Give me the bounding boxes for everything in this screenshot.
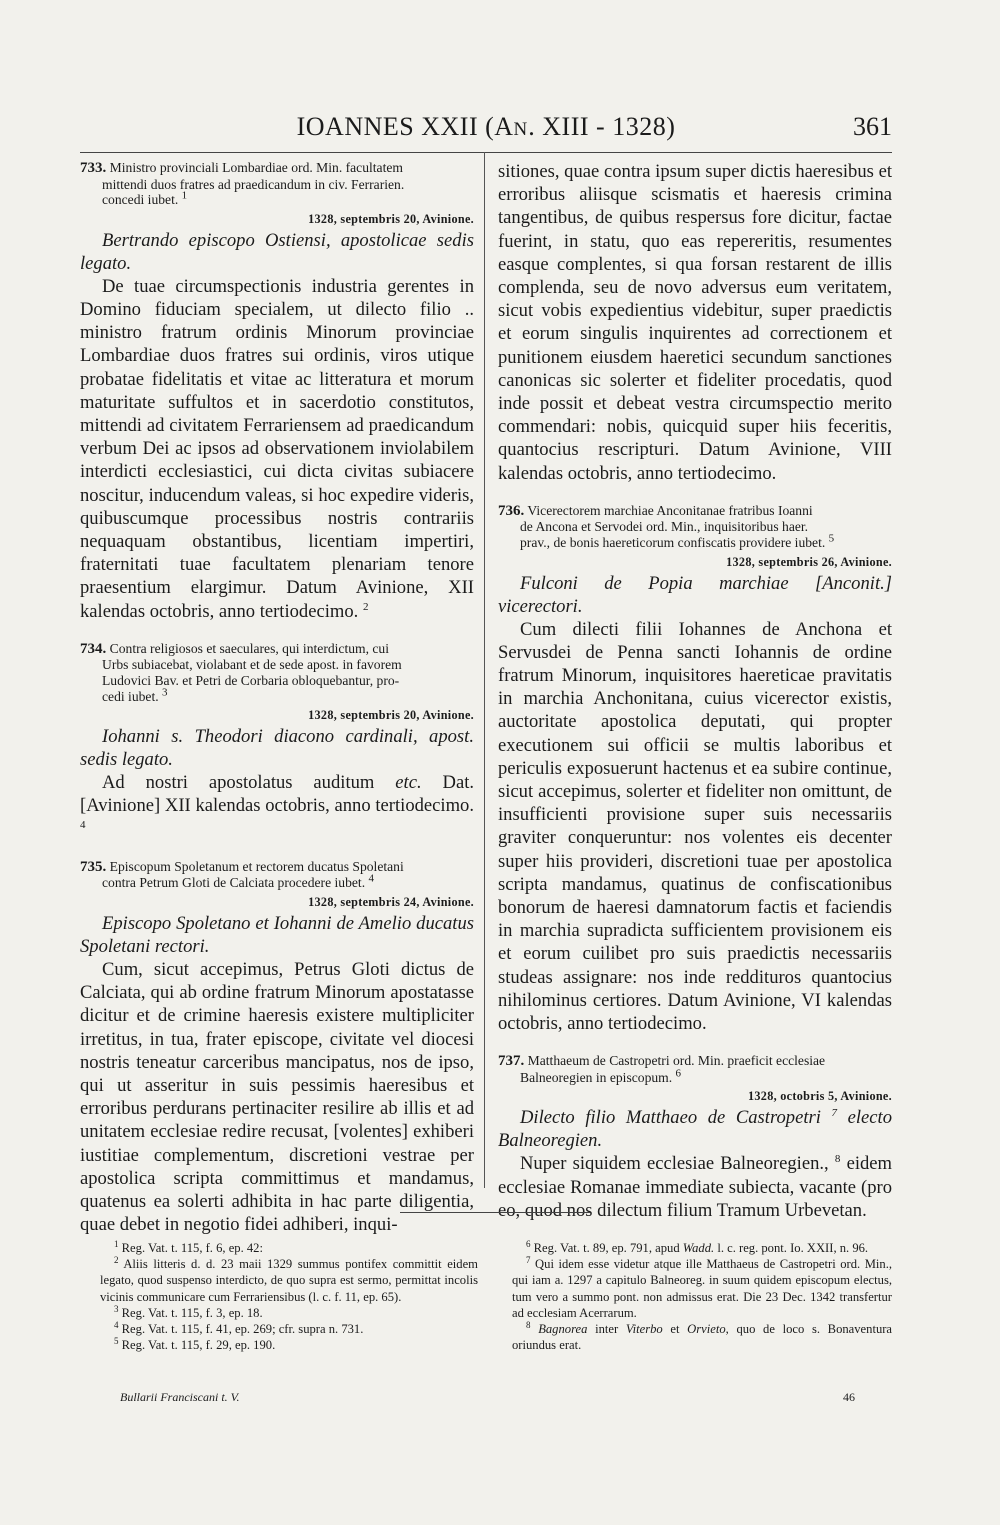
page-number: 361 — [853, 112, 892, 141]
footnote-rule — [400, 1212, 590, 1213]
entry-736-summary: 736. Vicerectorem marchiae Anconitanae fratribus Ioanni de Ancona et Servodei ord. Min., inquisitoribus haer. prav., de bonis haereticorum confiscatis providere iubet. $^5$ — [498, 502, 835, 551]
entry-734-date: 1328, septembris 20, Avinione. — [308, 708, 474, 723]
footnote: $^2$ Aliis litteris d. d. 23 maii 1329 summus pontifex committit eidem legato, quod suspenso interdicto, de quo supra est sermo, permittat incolis vicinis communicare cum Ferrariensibus (l. c. f. 11, ep. 65). — [100, 1255, 478, 1304]
entry-734-text: Ad nostri apostolatus auditum etc. Dat. [Avinione] XII kalendas octobris, anno tertiodecimo. $^4$ — [80, 772, 475, 831]
entry-735-date: 1328, septembris 24, Avinione. — [308, 895, 474, 909]
entry-734-summary: 734. Contra religiosos et saeculares, qui interdictum, cui Urbs subiacebat, violabant et de sede apost. in favorem Ludovici Bav. et Petri de Corbaria obloquebantur, pro- cedi iubet. $^3$ — [80, 640, 402, 704]
entry-735-summary: 735. Episcopum Spoletanum et rectorem ducatus Spoletani contra Petrum Gloti de Calciata procedere iubet. $^4$ — [80, 858, 404, 891]
left-column — [80, 160, 474, 1236]
entry-number: 735. — [80, 858, 107, 875]
entry-737-addressee: Dilecto filio Matthaeo de Castropetri $^7$ electo Balneoregien. — [498, 1107, 892, 1152]
footnote: $^7$ Qui idem esse videtur atque ille Matthaeus de Castropetri ord. Min., qui iam a. 1297 a capitulo Balneoreg. in suum quidem episcopum electus, tum vero a summo pont. non admissus erat. Die 23 Dec. 1342 transfertur ad ecclesiam Acerrarum. — [512, 1255, 892, 1320]
footnote: $^8$ Bagnorea inter Viterbo et Orvieto, quo de loco s. Bonaventura oriundus erat. — [512, 1319, 893, 1353]
signature-number: 46 — [843, 1390, 855, 1404]
entry-737-text: Nuper siquidem ecclesiae Balneoregien., $^8$ eidem ecclesiae Romanae immediate subiecta, vacante (pro eo, quod nos dilectum filium Tramum Urbevetan. — [498, 1153, 892, 1221]
entry-733-text: De tuae circumspectionis industria gerentes in Domino fiduciam specialem, ut dilecto filio .. ministro fratrum ordinis Minorum provinciae Lombardiae duos fratres sui ordinis, viros utique probatae fidelitatis et vitae ac litteratura et morum maturitate suffultos et in sacerdotio constitutos, mittendi ad civitatem Ferrariensem ad praedicandum verbum Dei ac ipsos ad observationem inviolabilem interdicti ecclesiastici, cui dicta civitas subiacere noscitur, inducendum valeas, si hoc expedire videris, quibuscumque processibus nostris contrariis nequaquam obstantibus, licentiam impertiri, fraternitati tuae facultatem plenariam tenore praesentium elargimur. Datum Avinione, XII kalendas octobris, anno tertiodecimo. $^2$ — [80, 275, 474, 622]
footnotes-right — [512, 1240, 892, 1353]
printer-signature: Bullarii Franciscani t. V. — [120, 1390, 240, 1404]
entry-736-date: 1328, septembris 26, Avinione. — [726, 554, 892, 569]
entry-737-date: 1328, octobris 5, Avinione. — [748, 1089, 892, 1104]
footnote: $^6$ Reg. Vat. t. 89, ep. 791, apud Wadd. l. c. reg. pont. Io. XXII, n. 96. — [526, 1238, 869, 1255]
running-title: IOANNES XXII (AN. XIII - 1328) — [296, 112, 676, 141]
footnote: $^3$ Reg. Vat. t. 115, f. 3, ep. 18. — [114, 1303, 263, 1320]
entry-737-summary: 737. Matthaeum de Castropetri ord. Min. praeficit ecclesiae Balneoregien in episcopum. $^6$ — [498, 1053, 826, 1085]
entry-number: 736. — [498, 502, 525, 519]
footnotes-left — [100, 1240, 478, 1353]
entry-733-date: 1328, septembris 20, Avinione. — [308, 211, 474, 226]
entry-735-text-continued: sitiones, quae contra ipsum super dictis haeresibus et erroribus aliisque scismatis et haeresis crimina tangentibus, de quibus respersus fore dicitur, factae fuerint, in statu, quo eas repereritis, resumentes easque complentes, si qua forsan restarent de illis complenda, seu de novo adversus eum veritatem, sicut vobis expedientius videbitur, super praedictis et eorum singulis inquirentes ad correctionem et punitionem eiusdem haeretici secundum sanctiones canonicas sic solerter et fideliter procedatis, quod inde possit et debeat vestra circumspectio merito commendari: nobis, quicquid super hiis feceritis, quantocius rescripturi. Datum Avinione, VIII kalendas octobris, anno tertiodecimo. — [498, 161, 892, 484]
entry-733-addressee: Bertrando episcopo Ostiensi, apostolicae sedis legato. — [80, 229, 474, 274]
entry-734-addressee: Iohanni s. Theodori diacono cardinali, apost. sedis legato. — [80, 726, 474, 771]
right-column — [498, 160, 892, 1222]
entry-735-text: Cum, sicut accepimus, Petrus Gloti dictus de Calciata, qui ab ordine fratrum Minorum apostatasse dicitur et de crimine haeresis existere multipliciter irretitus, in tua, frater episcope, civitate vel diocesi nostris teneatur carceribus mancipatus, nos de ipso, qui ut asseritur in suis pessimis haeresibus et erroribus perdurans pertinaciter resilire ab illis et ad unitatem ecclesiae redire recusat, [volentes] exhiberi iustitiae complementum, discretioni vestrae per apostolica scripta committimus et mandamus, quatenus ea solerti adhibita in hac parte diligentia, quae debet in negotio fidei adhiberi, inqui- — [80, 959, 474, 1236]
column-divider — [484, 152, 485, 1188]
footnote: $^5$ Reg. Vat. t. 115, f. 29, ep. 190. — [114, 1336, 276, 1353]
entry-number: 733. — [80, 160, 107, 176]
footnote: $^1$ Reg. Vat. t. 115, f. 6, ep. 42: — [114, 1238, 263, 1255]
entry-number: 734. — [80, 640, 107, 657]
entry-736-addressee: Fulconi de Popia marchiae [Anconit.] vicerectori. — [498, 572, 892, 617]
entry-733-summary: 733. Ministro provinciali Lombardiae ord. Min. facultatem mittendi duos fratres ad praedicandum in civ. Ferrarien. concedi iubet. $^1$ — [80, 160, 405, 208]
footnote: $^4$ Reg. Vat. t. 115, f. 41, ep. 269; cfr. supra n. 731. — [114, 1319, 364, 1337]
header-rule — [80, 152, 892, 153]
entry-735-addressee: Episcopo Spoletano et Iohanni de Amelio ducatus Spoletani rectori. — [80, 913, 474, 957]
running-header — [80, 112, 892, 152]
entry-number: 737. — [498, 1053, 525, 1070]
entry-736-text: Cum dilecti filii Iohannes de Anchona et Servusdei de Penna sancti Iohannis de ordine fratrum Minorum, inquisitores haereticae pravitatis in marchia Anchonitana, cuius vicerector existis, auctoritate apostolica deputati, qui propter executionem sui officii se multis laboribus et periculis exposuerunt hactenus et ea subire continue, sicut accepimus, solerter et fideliter non omittunt, de insufficienti provisione super suis necessariis graviter conqueruntur: nos volentes eis decenter super hiis provideri, discretioni tuae per apostolica scripta mandamus, quatinus de confiscationibus bonorum de haeresi damnatorum factis et faciendis in marchia supradicta sufficientem provisionem eis et eorum cuilibet pro suis praedictis necessariis studeas assignare: nos inde reddituros quantocius nihilominus certiores. Datum Avinione, VI kalendas octobris, anno tertiodecimo. — [498, 618, 892, 1035]
